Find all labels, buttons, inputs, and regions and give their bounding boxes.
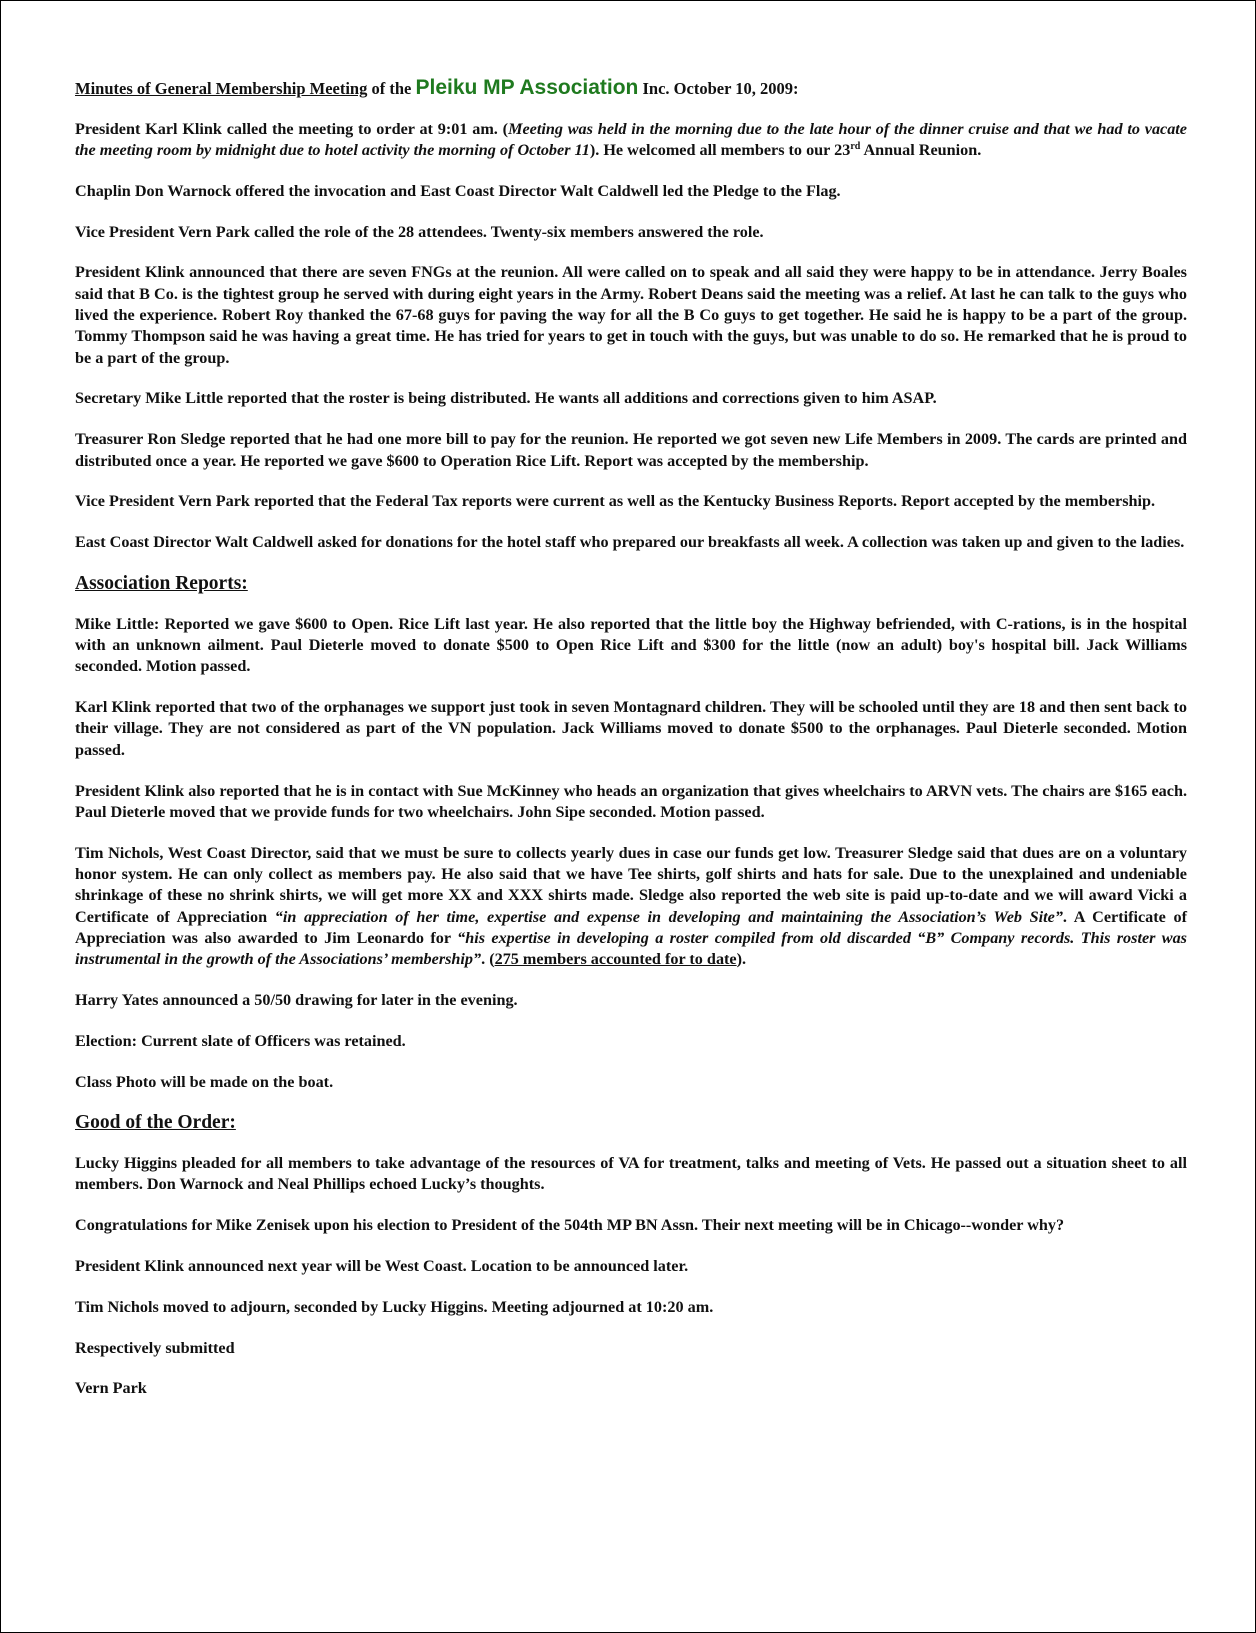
title-inc-date: Inc. October 10, 2009: <box>638 79 799 98</box>
jim-certificate-quote: “his expertise in developing a roster compiled from old discarded “B” Company records. This roster was instrumental in the growth of the Associations’ membership” <box>75 928 1187 969</box>
welcome-text: ). He welcomed all members to our 23 <box>589 141 851 160</box>
title-of-the: of the <box>367 79 416 98</box>
adjourn-paragraph: Tim Nichols moved to adjourn, seconded by Lucky Higgins. Meeting adjourned at 10:20 am. <box>75 1297 714 1316</box>
call-to-order-text: President Karl Klink called the meeting to order at 9:01 am. ( <box>75 119 509 138</box>
ordinal-superscript: rd <box>850 141 861 153</box>
vicki-certificate-quote: “in appreciation of her time, expertise and expense in developing and maintaining the Association’s Web Site” <box>274 907 1063 926</box>
election-paragraph: Election: Current slate of Officers was retained. <box>75 1031 406 1050</box>
members-accounted-note: 275 members accounted for to date <box>494 950 737 969</box>
fngs-paragraph: President Klink announced that there are seven FNGs at the reunion. All were called on to speak and all said they were happy to be in attendance. Jerry Boales said that B Co. is the tightest group he served with during eight years in the Army. Robert Deans said the meeting was a relief. At last he can talk to the guys who lived the experience. Robert Roy thanked the 67-68 guys for paving the way for all the B Co guys to get together. He said he is happy to be a part of the group. Tommy Thompson said he was having a great time. He has tried for years to get in touch with the guys, but was unable to do so. He remarked that he is proud to be a part of the group. <box>75 263 1187 367</box>
meeting-time-note: Meeting was held in the morning due to the late hour of the dinner cruise and that we had to vacate the meeting room by midnight due to hotel activity the morning of October 11 <box>75 119 1187 160</box>
association-reports-heading: Association Reports: <box>75 572 248 594</box>
document-title <box>75 77 1187 99</box>
roll-call-paragraph: Vice President Vern Park called the role of the 28 attendees. Twenty-six members answered the role. <box>75 222 764 241</box>
invocation-paragraph: Chaplin Don Warnock offered the invocation and East Coast Director Walt Caldwell led the Pledge to the Flag. <box>75 181 841 200</box>
mike-little-report: Mike Little: Reported we gave $600 to Open. Rice Lift last year. He also reported that the little boy the Highway befriended, with C-rations, is in the hospital with an unknown ailment. Paul Dieterle moved to donate $500 to Open Rice Lift and $300 for the little (now an adult) boy's hospital bill. Jack Williams seconded. Motion passed. <box>75 614 1187 676</box>
wheelchairs-report: President Klink also reported that he is in contact with Sue McKinney who heads an organization that gives wheelchairs to ARVN vets. The chairs are $165 each. Paul Dieterle moved that we provide funds for two wheelchairs. John Sipe seconded. Motion passed. <box>75 781 1187 821</box>
minutes-body <box>75 77 1187 1419</box>
lucky-higgins-paragraph: Lucky Higgins pleaded for all members to take advantage of the resources of VA for treatment, talks and meeting of Vets. He passed out a situation sheet to all members. Don Warnock and Neal Phillips echoed Lucky’s thoughts. <box>75 1154 1187 1194</box>
treasurer-paragraph: Treasurer Ron Sledge reported that he had one more bill to pay for the reunion. He reported we got seven new Life Members in 2009. The cards are printed and distributed once a year. He reported we gave $600 to Operation Rice Lift. Report was accepted by the membership. <box>75 430 1187 470</box>
good-of-the-order-heading: Good of the Order: <box>75 1112 236 1134</box>
donations-paragraph: East Coast Director Walt Caldwell asked for donations for the hotel staff who prepared our breakfasts all week. A collection was taken up and given to the ladies. <box>75 533 1185 552</box>
congratulations-paragraph: Congratulations for Mike Zenisek upon his election to President of the 504th MP BN Assn. Their next meeting will be in Chicago--wonder why? <box>75 1216 1065 1235</box>
karl-klink-report: Karl Klink reported that two of the orphanages we support just took in seven Montagnard children. They will be schooled until they are 18 and then sent back to their village. They are not considered as part of the VN population. Jack Williams moved to donate $500 to the orphanages. Paul Dieterle seconded. Motion passed. <box>75 698 1187 759</box>
signature-line-submitted: Respectively submitted <box>75 1338 235 1357</box>
signature-name: Vern Park <box>75 1379 147 1398</box>
tim-report-end: ). <box>736 950 747 969</box>
annual-reunion-text: Annual Reunion. <box>860 141 982 160</box>
tim-report-paren-open: . ( <box>481 950 495 969</box>
next-year-paragraph: President Klink announced next year will be West Coast. Location to be announced later. <box>75 1256 689 1275</box>
tim-report-lead: Tim Nichols, West Coast Director, said that we must be sure to collects yearly dues in case our funds get low. Treasurer Sledge said that dues are on a voluntary honor system. He can only collect as members pay. He also said that we have Tee shirts, golf shirts and hats for sale. Due to the unexplained and undeniable shrinkage of these no shrink shirts, we will get more XX and XXX shirts made. Sledge also reported the web site is paid up-to-date and we will award Vicki a Certificate of Appreciation <box>75 843 1187 926</box>
vp-report-paragraph: Vice President Vern Park reported that the Federal Tax reports were current as well as the Kentucky Business Reports. Report accepted by the membership. <box>75 492 1156 511</box>
tim-nichols-report <box>75 843 1187 971</box>
class-photo-paragraph: Class Photo will be made on the boat. <box>75 1072 334 1091</box>
minutes-label: Minutes of General Membership Meeting <box>75 79 368 98</box>
drawing-paragraph: Harry Yates announced a 50/50 drawing for later in the evening. <box>75 990 518 1009</box>
association-name: Pleiku MP Association <box>415 76 639 99</box>
tim-report-mid: . A Certificate of Appreciation was also awarded to Jim Leonardo for <box>75 907 1187 947</box>
secretary-paragraph: Secretary Mike Little reported that the roster is being distributed. He wants all additions and corrections given to him ASAP. <box>75 389 937 408</box>
call-to-order-paragraph <box>75 119 1187 162</box>
